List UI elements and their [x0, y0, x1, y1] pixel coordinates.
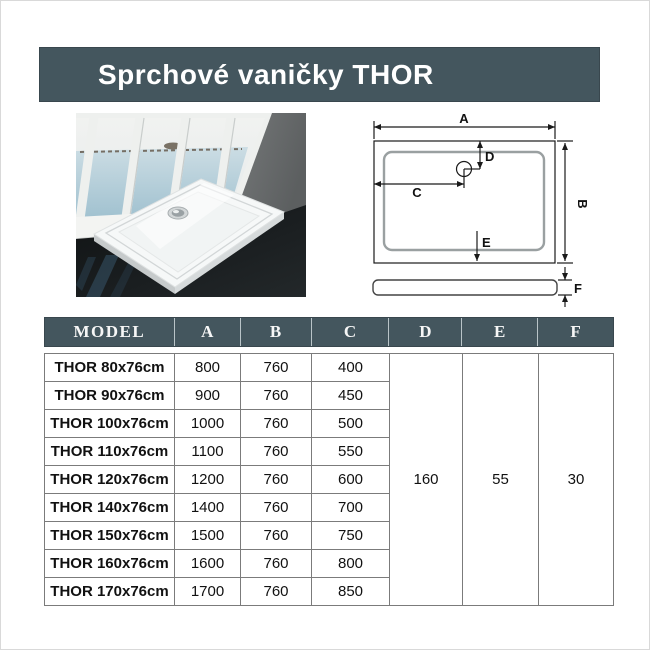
value-cell-a: 1000 — [175, 410, 241, 438]
dim-label-a: A — [459, 111, 469, 126]
page-title: Sprchové vaničky THOR — [98, 58, 434, 90]
shared-value-cell-e: 55 — [463, 354, 539, 606]
value-cell-a: 1700 — [175, 578, 241, 606]
shared-value-cell-d: 160 — [390, 354, 463, 606]
value-cell-c: 750 — [312, 522, 390, 550]
model-cell: THOR 140x76cm — [45, 494, 175, 522]
value-cell-a: 1500 — [175, 522, 241, 550]
model-cell: THOR 120x76cm — [45, 466, 175, 494]
value-cell-c: 450 — [312, 382, 390, 410]
dimension-arrowheads — [374, 124, 568, 302]
value-cell-b: 760 — [241, 522, 312, 550]
shower-tray-photo-illustration — [76, 113, 306, 297]
product-photo — [76, 113, 306, 297]
column-header-e: E — [462, 318, 538, 346]
tray-outline — [374, 141, 555, 263]
column-header-model: MODEL — [45, 318, 175, 346]
spec-table-header — [44, 317, 614, 347]
model-cell: THOR 160x76cm — [45, 550, 175, 578]
value-cell-c: 700 — [312, 494, 390, 522]
value-cell-a: 900 — [175, 382, 241, 410]
dim-label-e: E — [482, 235, 491, 250]
column-header-d: D — [389, 318, 462, 346]
shared-value-cell-f: 30 — [539, 354, 614, 606]
value-cell-c: 850 — [312, 578, 390, 606]
value-cell-b: 760 — [241, 578, 312, 606]
model-cell: THOR 90x76cm — [45, 382, 175, 410]
value-cell-c: 400 — [312, 354, 390, 382]
value-cell-a: 1100 — [175, 438, 241, 466]
spec-table — [44, 353, 614, 606]
tray-side-view — [373, 280, 557, 295]
model-cell: THOR 150x76cm — [45, 522, 175, 550]
value-cell-c: 800 — [312, 550, 390, 578]
dim-label-c: C — [412, 185, 422, 200]
value-cell-c: 550 — [312, 438, 390, 466]
value-cell-b: 760 — [241, 550, 312, 578]
dim-label-b: B — [575, 199, 590, 209]
value-cell-b: 760 — [241, 494, 312, 522]
column-header-c: C — [312, 318, 390, 346]
value-cell-b: 760 — [241, 466, 312, 494]
value-cell-c: 500 — [312, 410, 390, 438]
drain-icon — [168, 207, 188, 219]
column-header-f: F — [570, 322, 581, 341]
value-cell-a: 800 — [175, 354, 241, 382]
value-cell-b: 760 — [241, 382, 312, 410]
value-cell-b: 760 — [241, 354, 312, 382]
model-cell: THOR 110x76cm — [45, 438, 175, 466]
value-cell-c: 600 — [312, 466, 390, 494]
model-cell: THOR 80x76cm — [45, 354, 175, 382]
value-cell-a: 1600 — [175, 550, 241, 578]
dim-label-d: D — [485, 149, 495, 164]
dimension-diagram — [359, 109, 599, 309]
value-cell-a: 1400 — [175, 494, 241, 522]
title-banner — [39, 47, 600, 102]
value-cell-a: 1200 — [175, 466, 241, 494]
model-cell: THOR 100x76cm — [45, 410, 175, 438]
value-cell-b: 760 — [241, 410, 312, 438]
column-header-a: A — [175, 318, 241, 346]
table-row — [45, 354, 614, 382]
dim-label-f: F — [574, 281, 582, 296]
model-cell: THOR 170x76cm — [45, 578, 175, 606]
value-cell-b: 760 — [241, 438, 312, 466]
column-header-b: B — [241, 318, 312, 346]
